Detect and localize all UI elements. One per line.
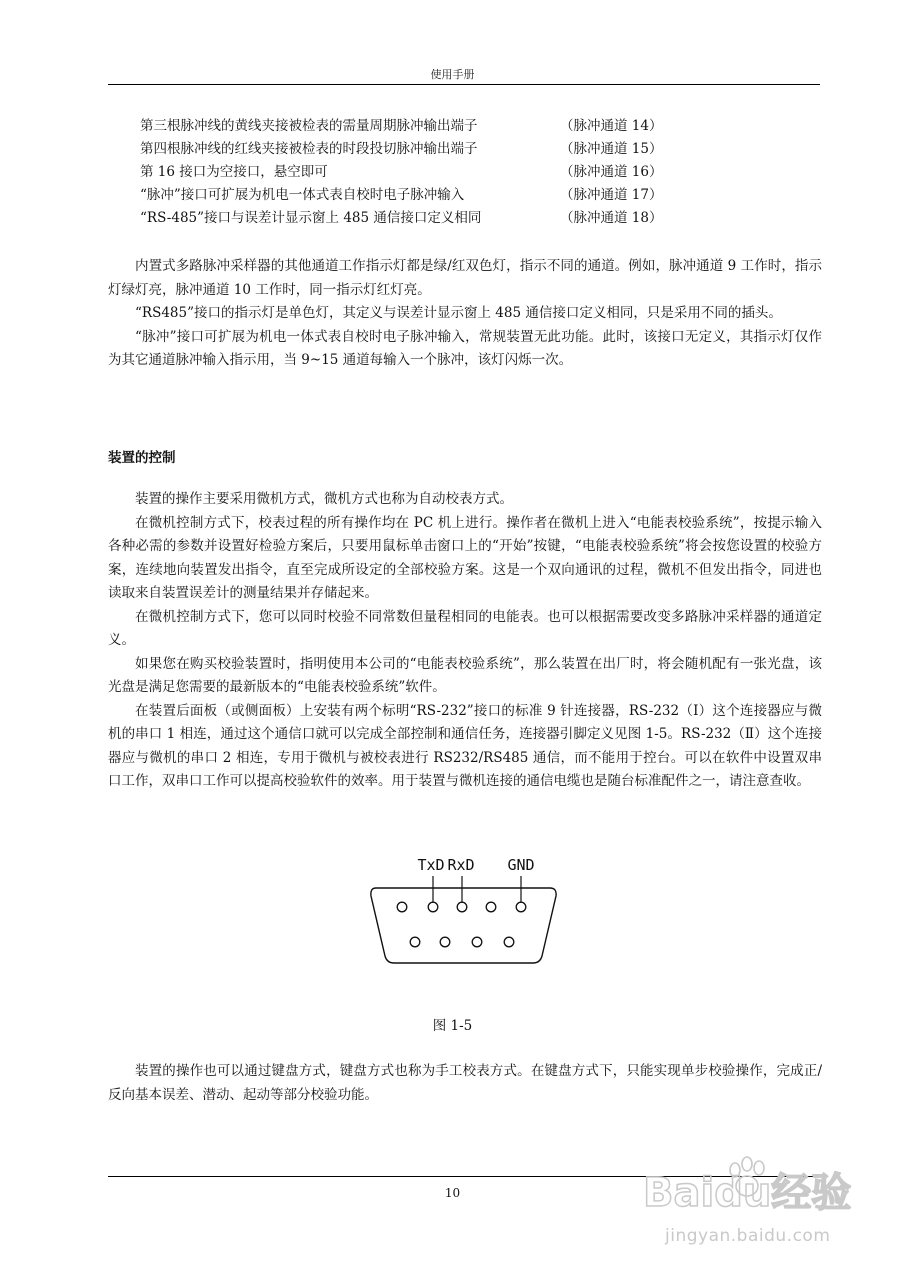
paragraph: 在微机控制方式下，您可以同时校验不同常数但量程相同的电能表。也可以根据需要改变多路脉冲采样器的通道定义。 xyxy=(108,608,822,648)
pin-4 xyxy=(486,902,496,912)
pin-1 xyxy=(397,902,407,912)
pin-channel: （脉冲通道 17） xyxy=(560,186,663,203)
pin-channel: （脉冲通道 16） xyxy=(560,163,663,180)
pin-description: 第三根脉冲线的黄线夹接被检表的需量周期脉冲输出端子 xyxy=(140,117,478,134)
pin-row xyxy=(140,135,700,158)
paragraph: 在装置后面板（或侧面板）上安装有两个标明“RS-232”接口的标准 9 针连接器，RS-232（Ⅰ）这个连接器应与微机的串口 1 相连，通过这个通信口就可以完成全部控制和通信任务，连接器引脚定义见图 1-5。RS-232（Ⅱ）这个连接器应与微机的串口 2 相连，专用于微机与被校表进行 RS232/RS485 通信，而不能用于控台。可以在软件中设置双串口工作，双串口工作可以提高校验软件的效率。用于装置与微机连接的通信电缆也是随台标准配件之一，请注意查收。 xyxy=(108,702,822,789)
watermark-logo-text: Baidu经验 xyxy=(643,1170,852,1216)
connector-shell xyxy=(371,888,556,963)
keyboard-section xyxy=(108,1060,822,1107)
paragraph: 内置式多路脉冲采样器的其他通道工作指示灯都是绿/红双色灯，指示不同的通道。例如，脉冲通道 9 工作时，指示灯绿灯亮，脉冲通道 10 工作时，同一指示灯红灯亮。 xyxy=(108,258,822,298)
pin-row xyxy=(140,204,700,227)
paragraph: “RS485”接口的指示灯是单色灯，其定义与误差计显示窗上 485 通信接口定义相同，只是采用不同的插头。 xyxy=(135,305,782,321)
pin-row xyxy=(140,158,700,181)
indicator-section xyxy=(108,255,822,373)
gnd-label: GND xyxy=(507,856,535,874)
watermark-url: jingyan.baidu.com xyxy=(665,1226,831,1246)
pin-8 xyxy=(472,937,482,947)
pin-channel: （脉冲通道 15） xyxy=(560,140,663,157)
paragraph: 如果您在购买校验装置时，指明使用本公司的“电能表校验系统”，那么装置在出厂时，将会随机配有一张光盘，该光盘是满足您需要的最新版本的“电能表校验系统”软件。 xyxy=(108,655,822,695)
pin-channel: （脉冲通道 14） xyxy=(560,117,663,134)
pin-row xyxy=(140,181,700,204)
control-section xyxy=(108,488,822,794)
txd-label: TxD xyxy=(417,856,445,874)
pin-3 xyxy=(457,902,467,912)
pin-6 xyxy=(410,937,420,947)
section-heading: 装置的控制 xyxy=(108,450,176,466)
paragraph: 在微机控制方式下，校表过程的所有操作均在 PC 机上进行。操作者在微机上进入“电能表校验系统”，按提示输入各种必需的参数并设置好检验方案后，只要用鼠标单击窗口上的“开始”按键，“电能表校验系统”将会按您设置的校验方案，连续地向装置发出指令，直至完成所设定的全部校验方案。这是一个双向通讯的过程，微机不但发出指令，同进也读取来自装置误差计的测量结果并存储起来。 xyxy=(108,514,822,601)
pin-9 xyxy=(504,937,514,947)
watermark xyxy=(643,1148,875,1256)
baidu-watermark-logo xyxy=(643,1148,875,1218)
pin-channel-list xyxy=(140,112,700,227)
header-rule xyxy=(108,84,820,85)
db9-connector-diagram xyxy=(360,850,560,980)
pin-description: “脉冲”接口可扩展为机电一体式表自校时电子脉冲输入 xyxy=(140,186,465,203)
pin-5 xyxy=(516,902,526,912)
pin-description: 第 16 接口为空接口，悬空即可 xyxy=(140,163,328,180)
pin-channel: （脉冲通道 18） xyxy=(560,209,663,226)
paragraph: 装置的操作也可以通过键盘方式，键盘方式也称为手工校表方式。在键盘方式下，只能实现单步校验操作，完成正/反向基本误差、潜动、起动等部分校验功能。 xyxy=(108,1063,822,1103)
rxd-label: RxD xyxy=(447,856,475,874)
pin-7 xyxy=(440,937,450,947)
pin-2 xyxy=(428,902,438,912)
header-title: 使用手册 xyxy=(430,68,475,81)
figure-caption: 图 1-5 xyxy=(432,1018,473,1034)
pin-description: 第四根脉冲线的红线夹接被检表的时段投切脉冲输出端子 xyxy=(140,140,478,157)
pin-row xyxy=(140,112,700,135)
page-number: 10 xyxy=(444,1186,461,1200)
paragraph: 装置的操作主要采用微机方式，微机方式也称为自动校表方式。 xyxy=(135,491,513,507)
paragraph: “脉冲”接口可扩展为机电一体式表自校时电子脉冲输入，常规装置无此功能。此时，该接口无定义，其指示灯仅作为其它通道脉冲输入指示用，当 9~15 通道每输入一个脉冲，该灯闪烁一次。 xyxy=(108,328,822,368)
pin-description: “RS-485”接口与误差计显示窗上 485 通信接口定义相同 xyxy=(140,209,482,226)
